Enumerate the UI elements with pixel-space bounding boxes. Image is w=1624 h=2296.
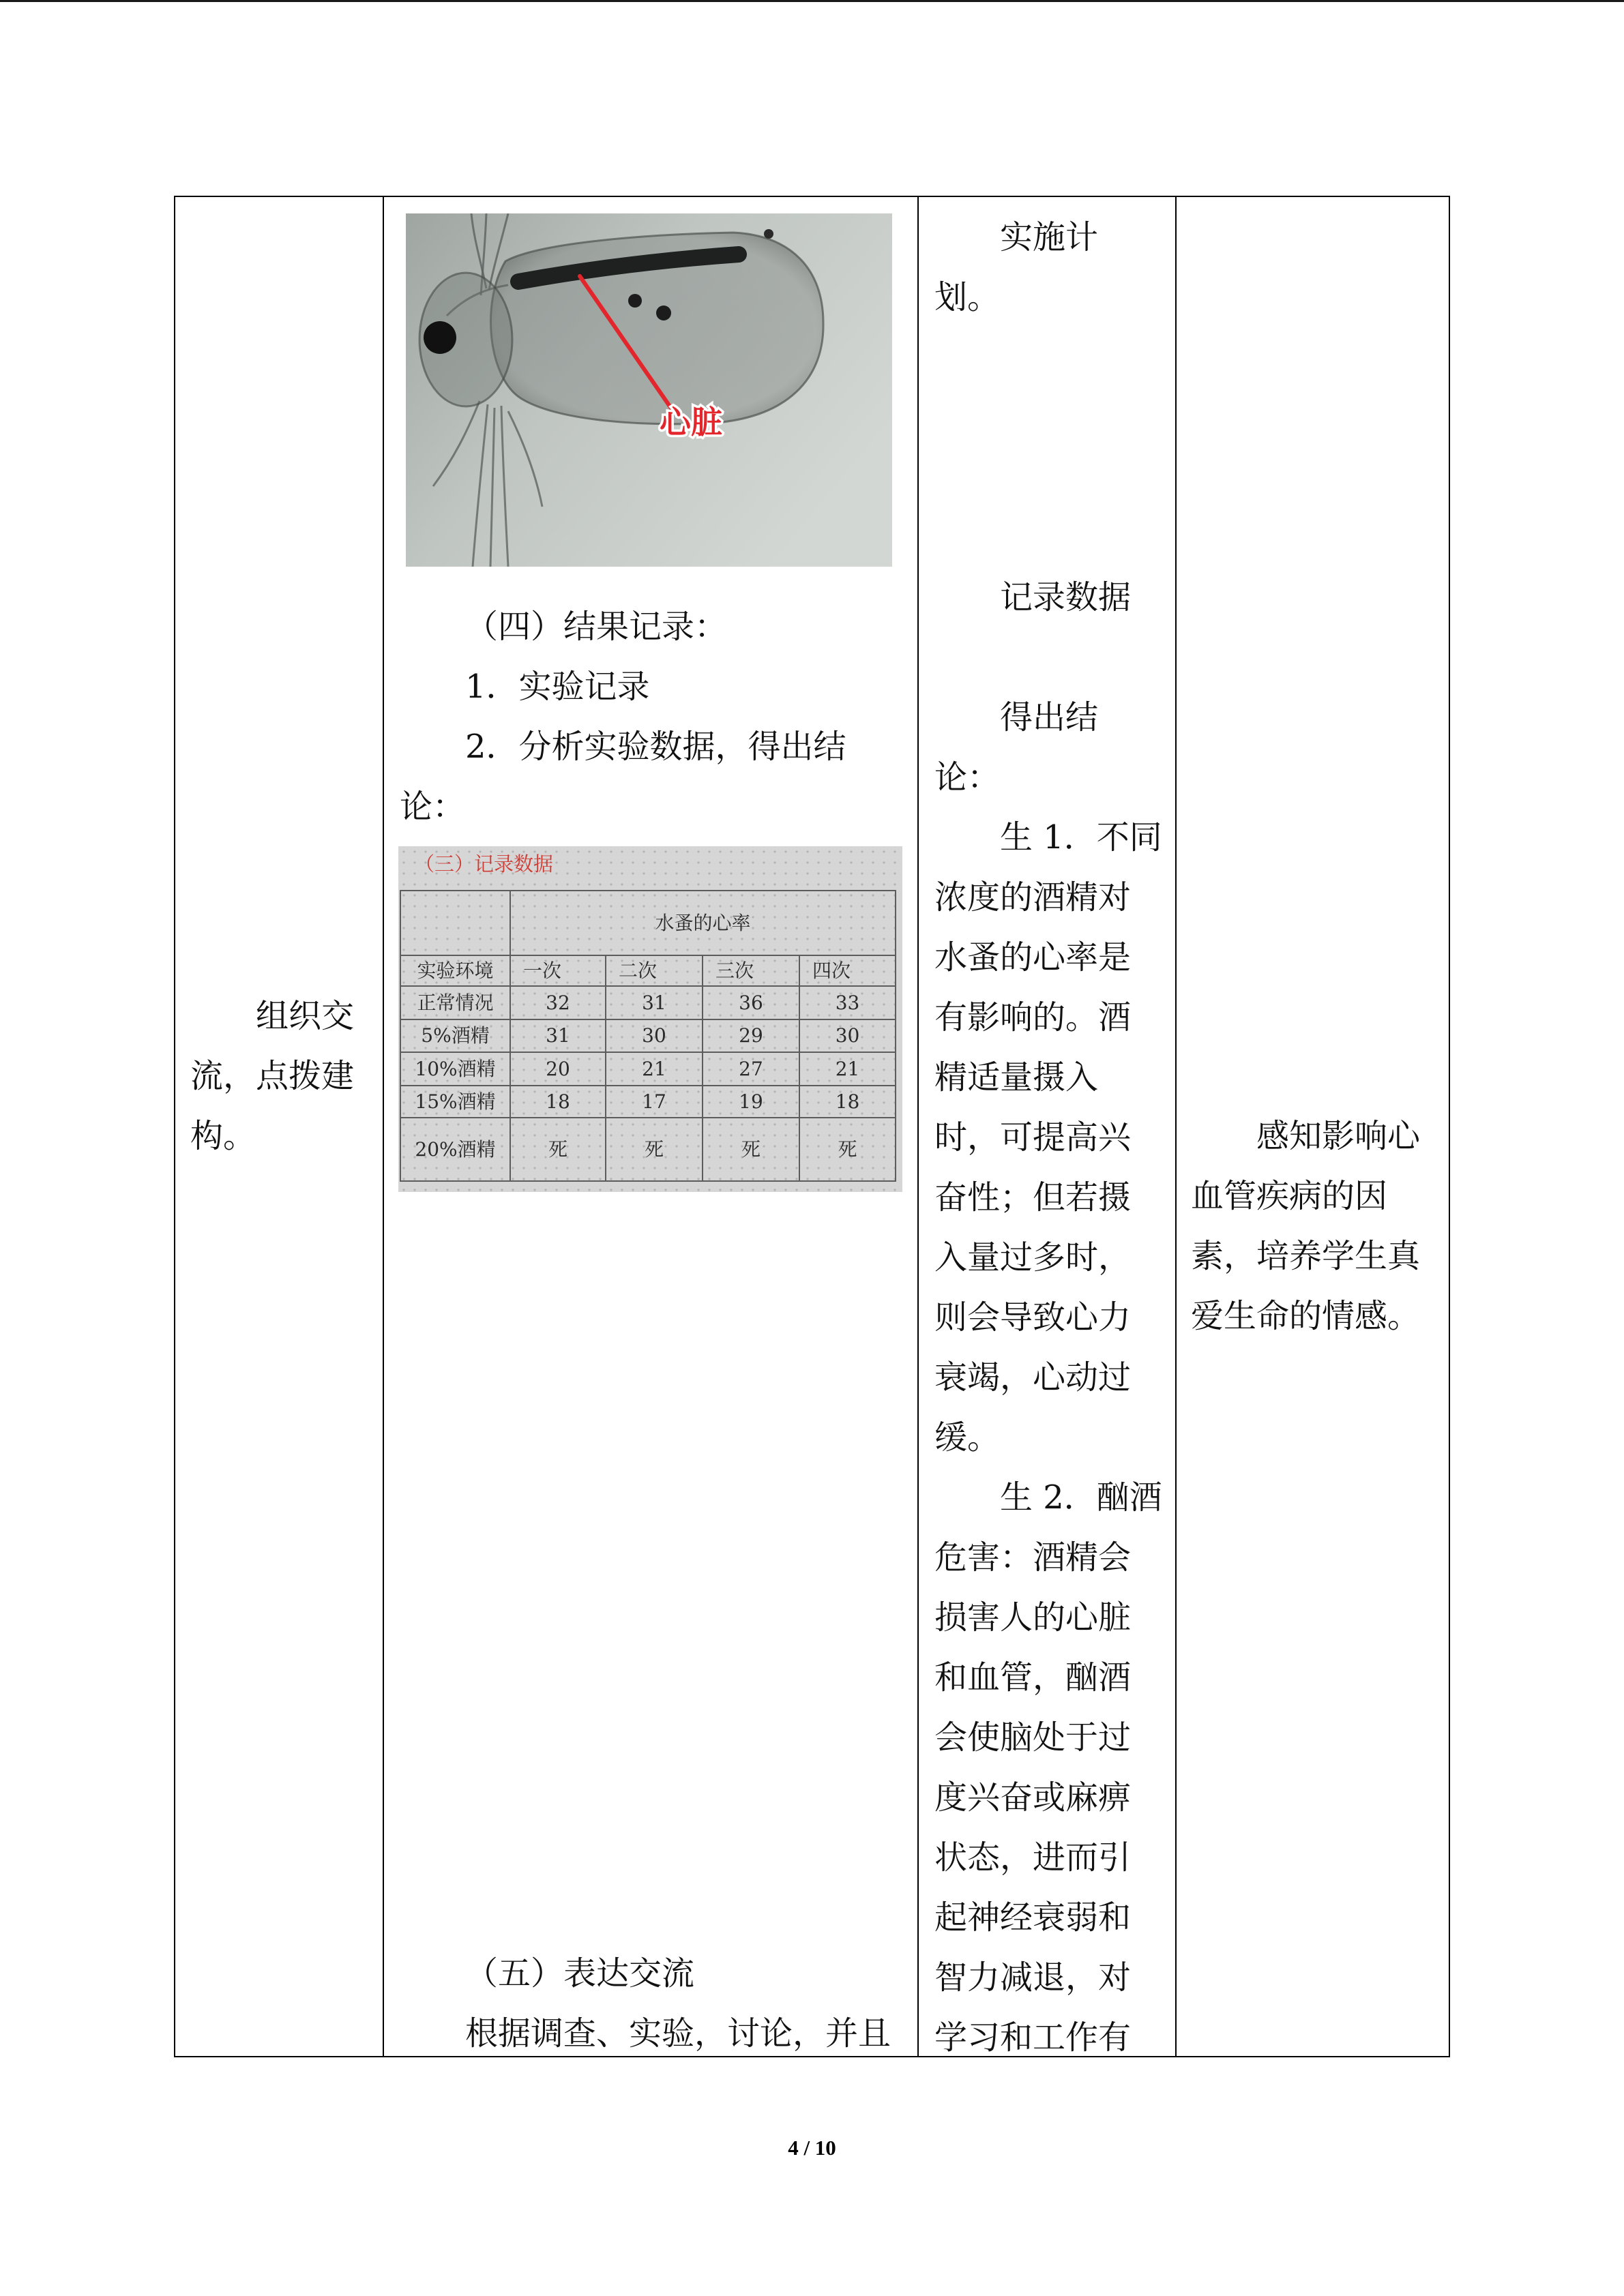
column-header: 四次 xyxy=(799,955,896,986)
text-line: 构。 xyxy=(190,1117,256,1155)
page-top-edge xyxy=(0,0,1624,2)
heart-rate-table xyxy=(400,890,896,1182)
column-divider xyxy=(383,196,384,2057)
row-label: 5%酒精 xyxy=(400,1019,510,1052)
internal-spot xyxy=(628,294,642,308)
table-cell: 33 xyxy=(799,986,896,1019)
column-header: 二次 xyxy=(606,955,703,986)
table-row xyxy=(400,955,896,986)
text-line: 论： xyxy=(934,758,1001,796)
row-label: 15%酒精 xyxy=(400,1086,510,1118)
text-line: 生 2．酗酒 xyxy=(1000,1478,1162,1517)
text-line: 状态，进而引 xyxy=(934,1838,1132,1877)
row-label: 20%酒精 xyxy=(400,1118,510,1181)
text-line: 水蚤的心率是 xyxy=(934,938,1132,976)
record-table-title: （三）记录数据 xyxy=(415,852,554,876)
text-line: 时，可提高兴 xyxy=(934,1118,1132,1157)
table-cell: 31 xyxy=(510,1019,606,1052)
heart-label: 心脏 xyxy=(660,404,722,441)
table-cell: 36 xyxy=(703,986,799,1019)
table-cell: 30 xyxy=(799,1019,896,1052)
column-header: 实验环境 xyxy=(400,955,510,986)
text-line: 论： xyxy=(400,788,466,826)
text-line: 精适量摄入 xyxy=(934,1058,1099,1097)
table-row xyxy=(400,1052,896,1086)
text-line: 和血管，酗酒 xyxy=(934,1658,1132,1697)
table-row xyxy=(400,1118,896,1181)
result-record-section xyxy=(400,597,904,837)
text-line: 入量过多时， xyxy=(934,1238,1132,1277)
table-cell: 29 xyxy=(703,1019,799,1052)
row-label: 10%酒精 xyxy=(400,1052,510,1086)
water-flea-eye xyxy=(424,321,456,354)
table-cell: 死 xyxy=(799,1118,896,1181)
col3-conclusion-text xyxy=(934,687,1170,2068)
table-cell: 死 xyxy=(606,1118,703,1181)
text-line: 则会导致心力 xyxy=(934,1298,1132,1337)
text-line: 会使脑处于过 xyxy=(934,1718,1132,1757)
column-header: 三次 xyxy=(703,955,799,986)
text-line: 记录数据 xyxy=(1000,578,1132,616)
column-header: 一次 xyxy=(510,955,606,986)
table-cell: 21 xyxy=(606,1052,703,1086)
text-line: 实施计 xyxy=(1000,218,1099,256)
text-line: 损害人的心脏 xyxy=(934,1598,1132,1637)
table-cell: 18 xyxy=(799,1086,896,1118)
col3-record-text xyxy=(934,567,1170,627)
internal-spot xyxy=(656,305,671,320)
text-line: 血管疾病的因 xyxy=(1191,1177,1388,1215)
text-line: 1．实验记录 xyxy=(465,668,650,706)
text-line: 爱生命的情感。 xyxy=(1191,1297,1421,1335)
table-cell: 27 xyxy=(703,1052,799,1086)
table-cell: 17 xyxy=(606,1086,703,1118)
water-flea-micrograph xyxy=(406,213,892,567)
text-line: 得出结 xyxy=(1000,698,1099,736)
text-line: 生 1．不同 xyxy=(1000,818,1162,856)
section-heading: （五）表达交流 xyxy=(465,1954,695,1993)
table-cell: 31 xyxy=(606,986,703,1019)
text-line: 衰竭，心动过 xyxy=(934,1358,1132,1397)
table-cell: 32 xyxy=(510,986,606,1019)
table-row xyxy=(400,1019,896,1052)
table-row xyxy=(400,891,896,955)
text-line: 学习和工作有 xyxy=(934,2018,1132,2057)
text-line: 起神经衰弱和 xyxy=(934,1898,1132,1937)
record-data-image xyxy=(398,846,902,1192)
table-cell: 21 xyxy=(799,1052,896,1086)
table-cell: 死 xyxy=(510,1118,606,1181)
expression-section xyxy=(400,1943,904,2063)
text-line: 根据调查、实验，讨论，并且 xyxy=(465,2014,891,2053)
table-cell: 18 xyxy=(510,1086,606,1118)
column-divider xyxy=(917,196,919,2057)
table-row xyxy=(400,986,896,1019)
col3-plan-text xyxy=(934,207,1170,327)
empty-header-cell xyxy=(400,891,510,955)
col4-cell-text xyxy=(1191,1106,1443,1346)
text-line: 浓度的酒精对 xyxy=(934,878,1132,916)
text-line: 组织交 xyxy=(256,997,355,1035)
text-line: 流，点拨建 xyxy=(190,1057,355,1095)
table-row xyxy=(400,1086,896,1118)
text-line: 素，培养学生真 xyxy=(1191,1237,1421,1275)
table-cell: 20 xyxy=(510,1052,606,1086)
text-line: 划。 xyxy=(934,278,1001,316)
table-cell: 30 xyxy=(606,1019,703,1052)
text-line: 度兴奋或麻痹 xyxy=(934,1778,1132,1817)
text-line: 有影响的。酒 xyxy=(934,998,1132,1037)
text-line: 智力减退，对 xyxy=(934,1958,1132,1997)
text-line: 奋性；但若摄 xyxy=(934,1178,1132,1217)
text-line: 2．分析实验数据，得出结 xyxy=(465,728,846,766)
page-number: 4 / 10 xyxy=(788,2136,836,2160)
debris-dot xyxy=(764,229,773,239)
text-line: 缓。 xyxy=(934,1418,1001,1457)
table-cell: 19 xyxy=(703,1086,799,1118)
col1-cell-text xyxy=(190,986,374,1166)
text-line: 危害：酒精会 xyxy=(934,1538,1132,1577)
row-label: 正常情况 xyxy=(400,986,510,1019)
section-heading: （四）结果记录： xyxy=(465,608,728,646)
text-line: 感知影响心 xyxy=(1256,1117,1421,1155)
group-header: 水蚤的心率 xyxy=(510,891,896,955)
table-cell: 死 xyxy=(703,1118,799,1181)
column-divider xyxy=(1175,196,1177,2057)
